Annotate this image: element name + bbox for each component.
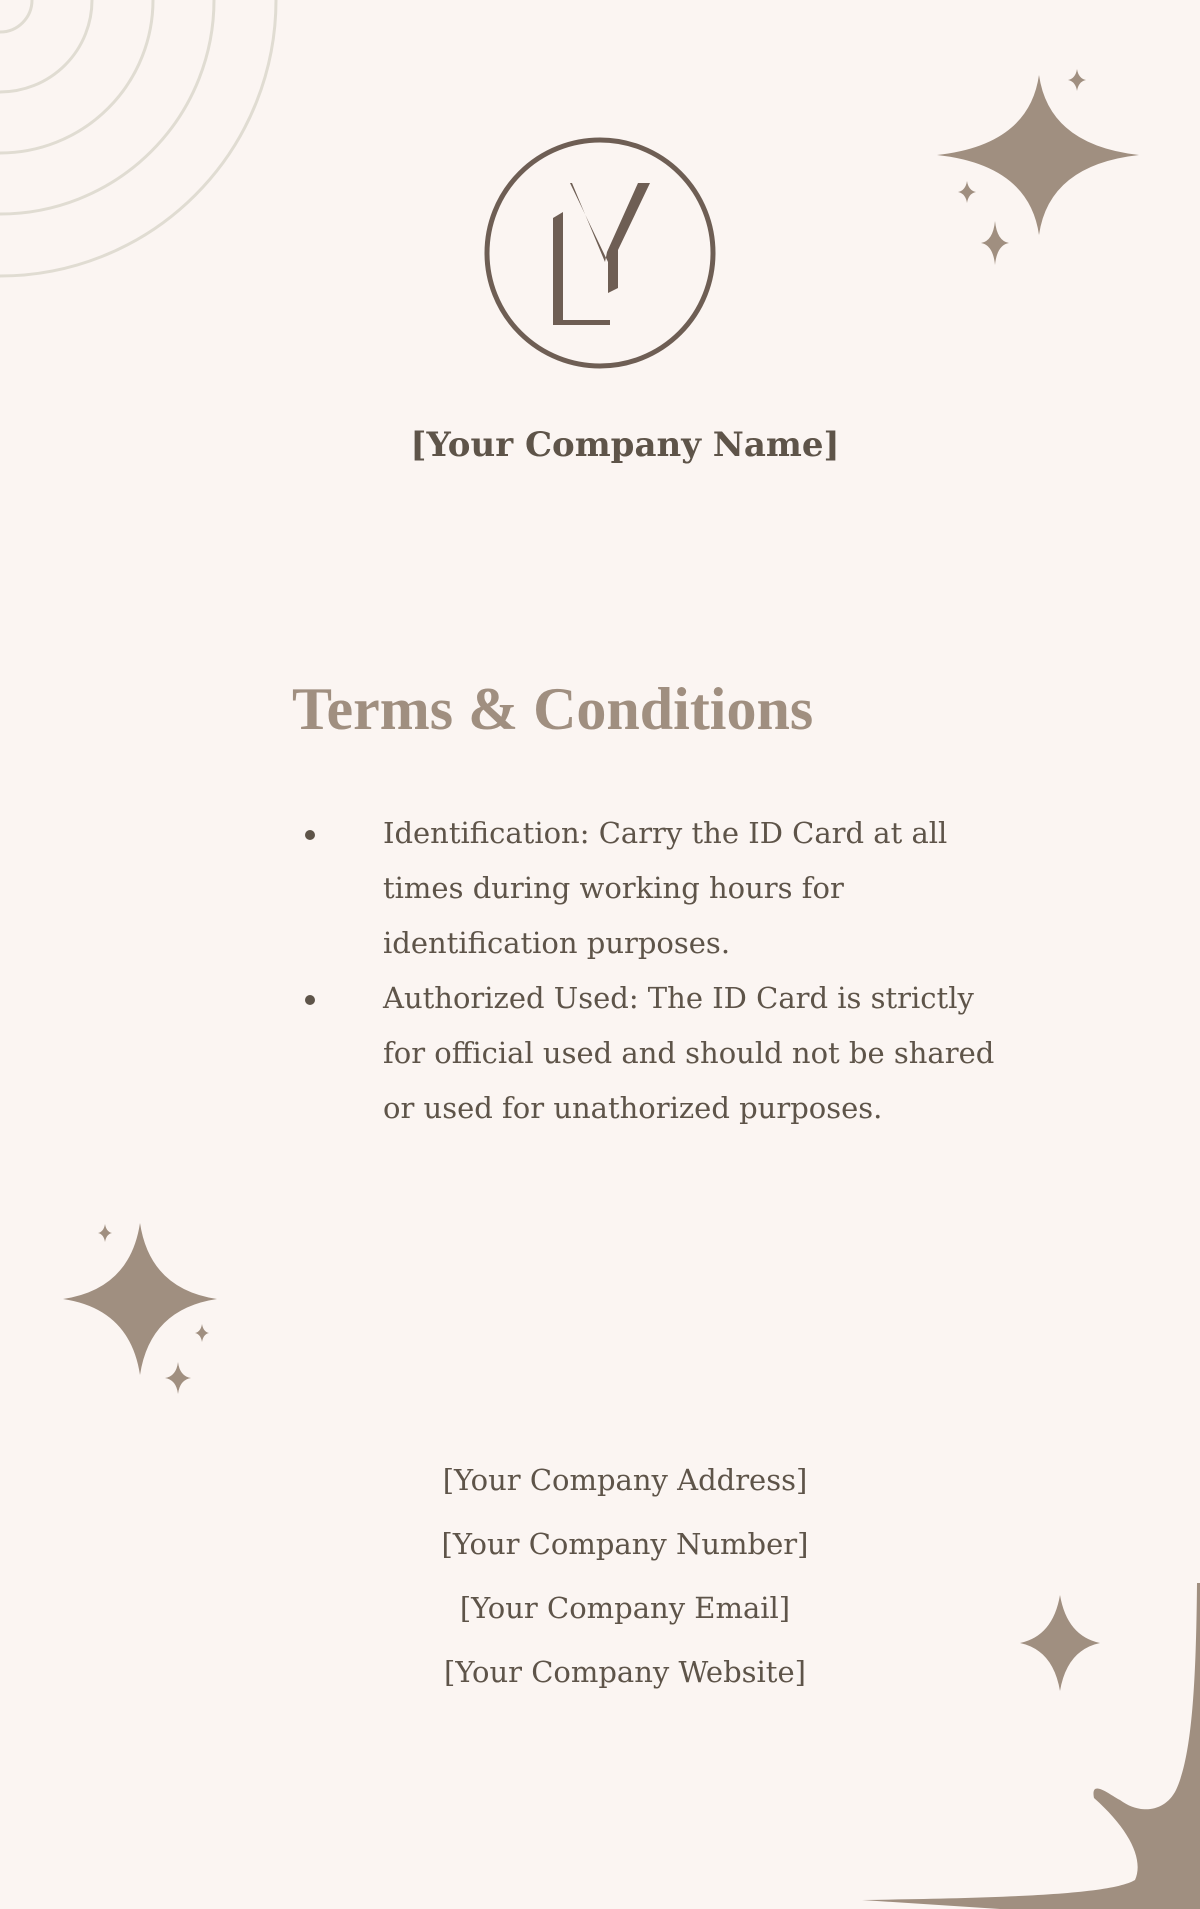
terms-list xyxy=(300,806,1020,1136)
terms-title: Terms & Conditions xyxy=(292,676,814,742)
company-name: [Your Company Name] xyxy=(410,425,840,465)
logo xyxy=(487,140,713,366)
bullet-icon xyxy=(305,830,315,840)
sparkle-star-icon xyxy=(937,75,1139,235)
terms-item xyxy=(300,971,1020,1136)
logo-letter-l xyxy=(553,212,610,325)
terms-item-text: Identification: Carry the ID Card at all times during working hours for identification purposes. xyxy=(383,816,948,960)
sparkle-star-icon xyxy=(981,221,1009,265)
sparkle-star-icon xyxy=(958,181,976,203)
company-number: [Your Company Number] xyxy=(441,1527,809,1561)
sparkle-star-icon xyxy=(98,1224,112,1242)
logo-letter-y xyxy=(570,183,650,293)
sparkle-star-icon xyxy=(195,1324,209,1342)
company-address: [Your Company Address] xyxy=(442,1463,808,1497)
sparkle-star-icon xyxy=(1068,69,1086,91)
concentric-arcs xyxy=(0,0,276,276)
logo-circle xyxy=(487,140,713,366)
company-email: [Your Company Email] xyxy=(459,1591,791,1625)
contact-info xyxy=(0,1448,1200,1704)
company-website: [Your Company Website] xyxy=(444,1655,806,1689)
sparkle-star-icon xyxy=(165,1362,191,1394)
sparkle-star-icon xyxy=(63,1223,217,1375)
terms-item xyxy=(300,806,1020,971)
terms-item-text: Authorized Used: The ID Card is strictly for official used and should not be shared or used for unathorized purposes. xyxy=(383,981,995,1125)
bullet-icon xyxy=(305,995,315,1005)
